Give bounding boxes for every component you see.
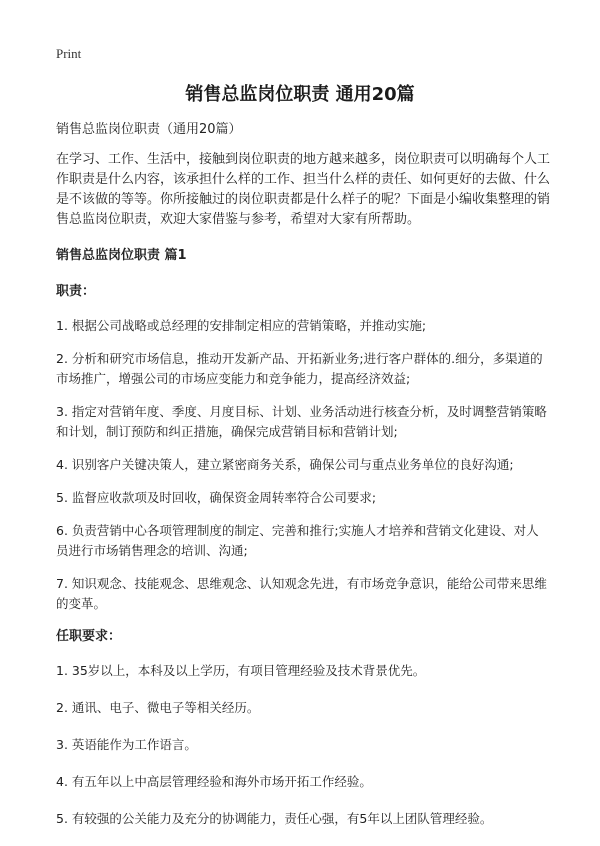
duty-item: 1. 根据公司战略或总经理的安排制定相应的营销策略，并推动实施;	[56, 318, 427, 333]
duty-item: 7. 知识观念、技能观念、思维观念、认知观念先进，有市场竞争意识，能给公司带来思维的变革。	[56, 576, 547, 611]
duties-heading: 职责：	[56, 284, 96, 299]
document-subtitle: 销售总监岗位职责（通用20篇）	[56, 122, 242, 137]
duty-item: 4. 识别客户关键决策人，建立紧密商务关系，确保公司与重点业务单位的良好沟通;	[56, 457, 514, 472]
requirement-item: 1. 35岁以上，本科及以上学历，有项目管理经验及技术背景优先。	[56, 663, 426, 678]
requirement-item: 4. 有五年以上中高层管理经验和海外市场开拓工作经验。	[56, 774, 372, 789]
requirement-item: 2. 通讯、电子、微电子等相关经历。	[56, 700, 260, 715]
document-title: 销售总监岗位职责 通用20篇	[185, 84, 415, 105]
requirements-list	[56, 661, 550, 829]
duties-list	[56, 316, 550, 614]
document-body	[56, 120, 550, 846]
duty-item: 5. 监督应收款项及时回收，确保资金周转率符合公司要求;	[56, 490, 377, 505]
duty-item: 2. 分析和研究市场信息，推动开发新产品、开拓新业务;进行客户群体的.细分，多渠道的市场推广，增强公司的市场应变能力和竞争能力，提高经济效益;	[56, 351, 543, 386]
intro-paragraph: 在学习、工作、生活中，接触到岗位职责的地方越来越多，岗位职责可以明确每个人工作职责是什么内容，该承担什么样的工作、担当什么样的责任、如何更好的去做、什么是不该做的等等。你所接触过的岗位职责都是什么样子的呢？下面是小编收集整理的销售总监岗位职责，欢迎大家借鉴与参考，希望对大家有所帮助。	[56, 152, 551, 227]
requirement-item: 5. 有较强的公关能力及充分的协调能力，责任心强，有5年以上团队管理经验。	[56, 811, 493, 826]
print-label: Print	[56, 46, 82, 61]
requirements-heading: 任职要求：	[56, 629, 122, 644]
section-heading: 销售总监岗位职责 篇1	[56, 248, 187, 263]
duty-item: 6. 负责营销中心各项管理制度的制定、完善和推行;实施人才培养和营销文化建设、对人员进行市场销售理念的培训、沟通;	[56, 523, 539, 558]
requirement-item: 3. 英语能作为工作语言。	[56, 737, 197, 752]
duty-item: 3. 指定对营销年度、季度、月度目标、计划、业务活动进行核查分析，及时调整营销策略和计划，制订预防和纠正措施，确保完成营销目标和营销计划;	[56, 404, 547, 439]
